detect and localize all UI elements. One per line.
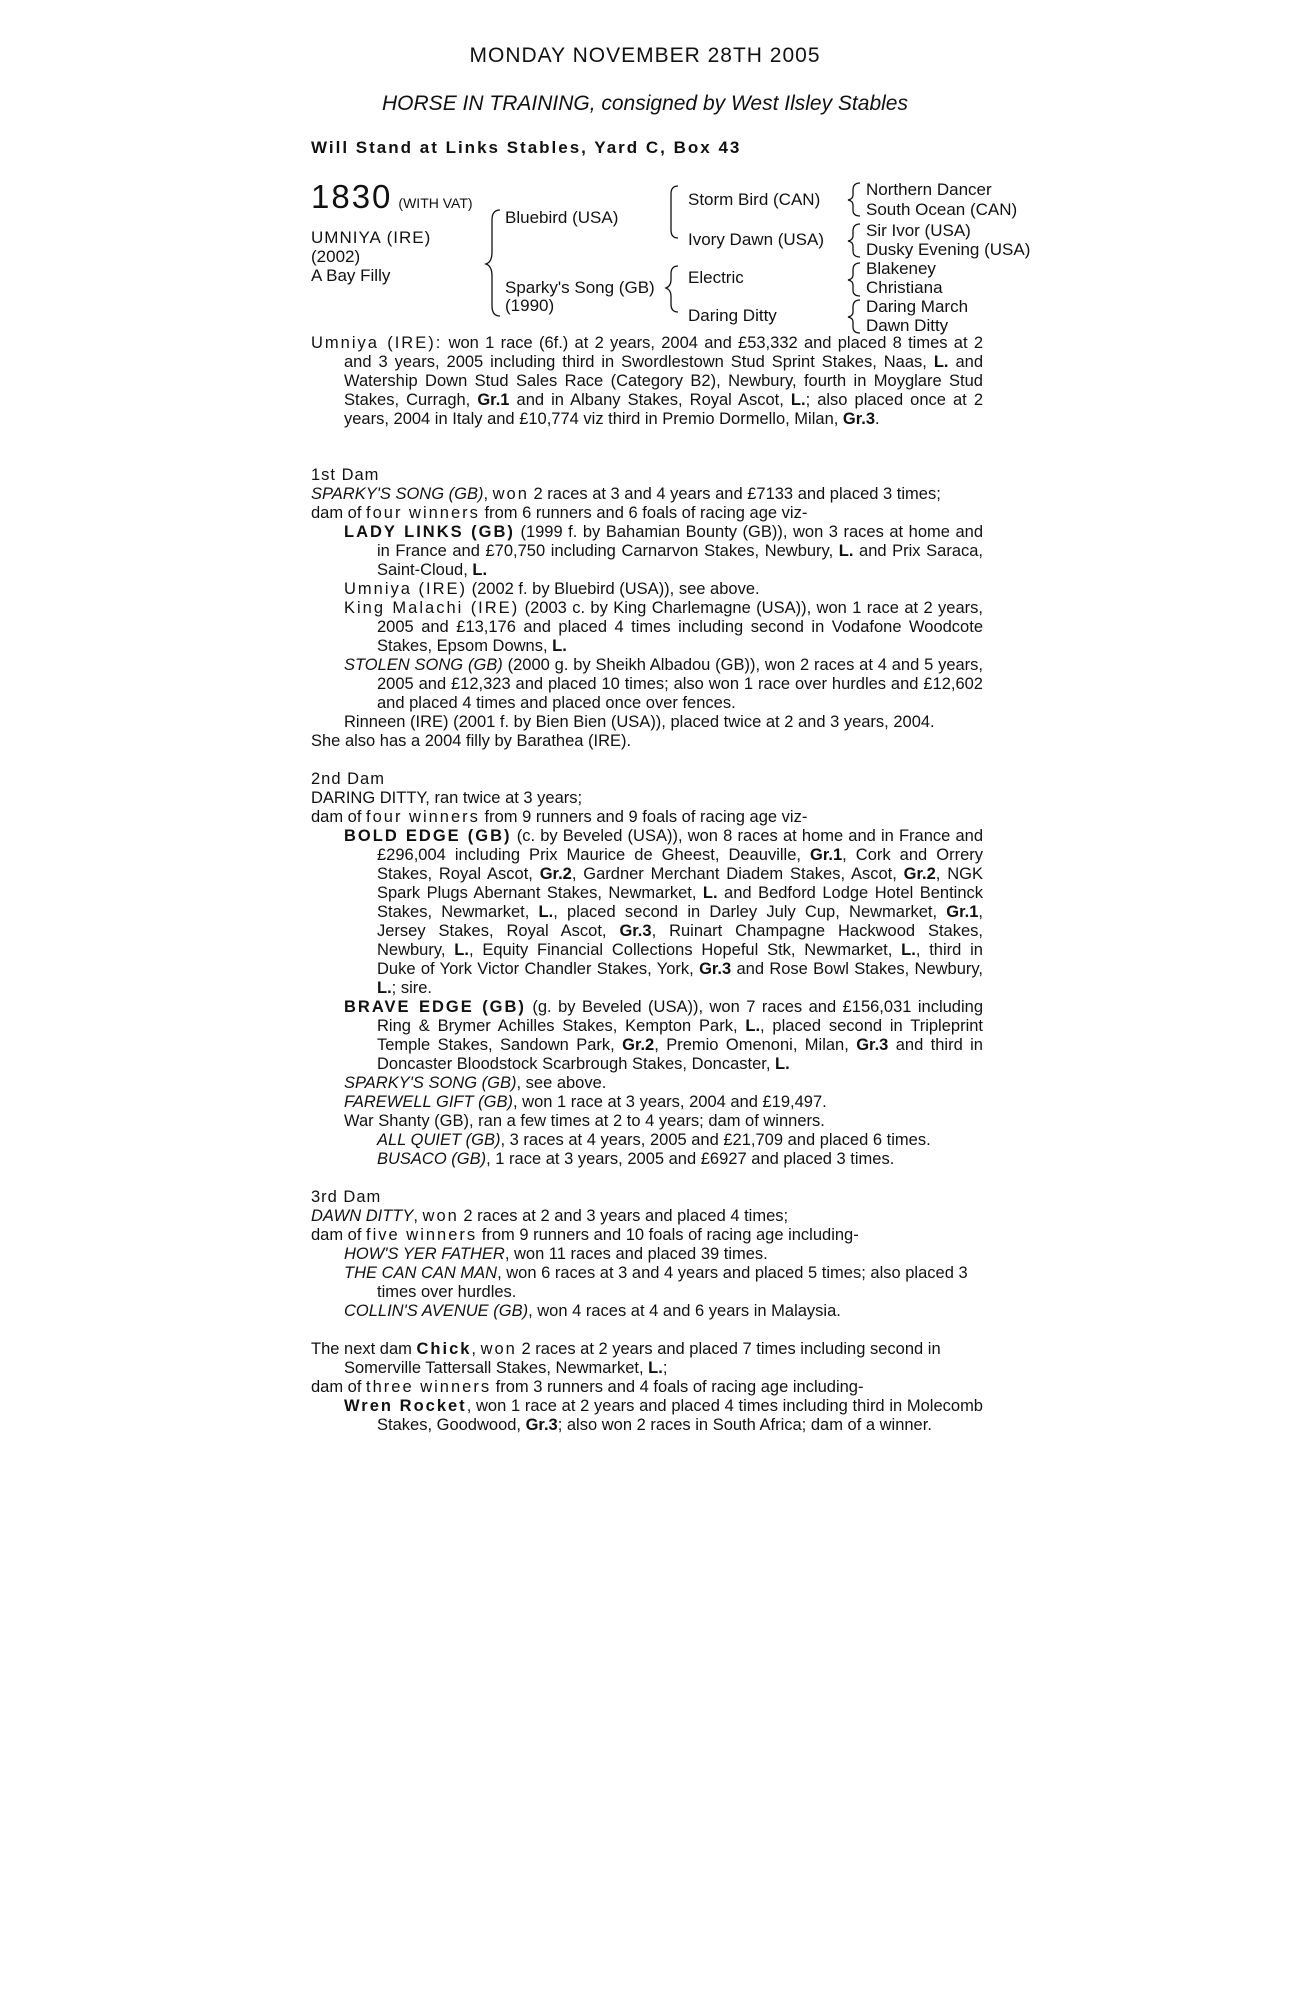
section-title: 3rd Dam: [311, 1188, 382, 1206]
second-dam-section: 2nd Dam DARING DITTY, ran twice at 3 years; dam of four winners from 9 runners and 9 foals of racing age viz- BOLD EDGE (GB) (c. by Beveled (USA)), won 8 races at home and in France and £296,004 including Prix Maurice de Gheest, Deauville, Gr.1, Cork and Orrery Stakes, Royal Ascot, Gr.2, Gardner Merchant Diadem Stakes, Ascot, Gr.2, NGK Spark Plugs Abernant Stakes, Newmarket, L. and Bedford Lodge Hotel Bentinck Stakes, Newmarket, L., placed second in Darley July Cup, Newmarket, Gr.1, Jersey Stakes, Royal Ascot, Gr.3, Ruinart Champagne Hackwood Stakes, Newbury, L., Equity Financial Collections Hopeful Stk, Newmarket, L., third in Duke of York Victor Chandler Stakes, York, Gr.3 and Rose Bowl Stakes, Newbury, L.; sire. BRAVE EDGE (GB) (g. by Beveled (USA)), won 7 races and £156,031 including Ring & Brymer Achilles Stakes, Kempton Park, L., placed second in Tripleprint Temple Stakes, Sandown Park, Gr.2, Premio Omenoni, Milan, Gr.3 and third in Doncaster Bloodstock Scarbrough Stakes, Doncaster, L. SPARKY'S SONG (GB), see above. FAREWELL GIFT (GB), won 1 race at 3 years, 2004 and £19,497. War Shanty (GB), ran a few times at 2 to 4 years; dam of winners. ALL QUIET (GB), 3 races at 4 years, 2005 and £21,709 and placed 6 times. BUSACO (GB), 1 race at 3 years, 2005 and £6927 and placed 3 times.: [311, 770, 984, 1168]
pedigree-ggp: South Ocean (CAN): [866, 200, 1018, 219]
vat-note: (WITH VAT): [398, 195, 473, 211]
pedigree-dam-year: (1990): [505, 296, 555, 315]
pedigree-ggp: Dusky Evening (USA): [866, 240, 1031, 259]
horse-year: (2002): [311, 247, 361, 266]
pedigree-sire-sire: Storm Bird (CAN): [688, 190, 821, 209]
pedigree-ggp: Daring March: [866, 297, 969, 316]
pedigree-ggp: Dawn Ditty: [866, 316, 949, 335]
pedigree-ggp: Northern Dancer: [866, 180, 992, 199]
horse-description: A Bay Filly: [311, 266, 391, 285]
pedigree-ggp: Christiana: [866, 278, 943, 297]
section-title: 1st Dam: [311, 466, 380, 484]
sale-date: MONDAY NOVEMBER 28TH 2005: [469, 44, 821, 67]
first-dam-section: 1st Dam SPARKY'S SONG (GB), won 2 races at 3 and 4 years and £7133 and placed 3 times; dam of four winners from 6 runners and 6 foals of racing age viz- LADY LINKS (GB) (1999 f. by Bahamian Bounty (GB)), won 3 races at home and in France and £70,750 including Carnarvon Stakes, Newbury, L. and Prix Saraca, Saint-Cloud, L. Umniya (IRE) (2002 f. by Bluebird (USA)), see above. King Malachi (IRE) (2003 c. by King Charlemagne (USA)), won 1 race at 2 years, 2005 and £13,176 and placed 4 times including second in Vodafone Woodcote Stakes, Epsom Downs, L. STOLEN SONG (GB) (2000 g. by Sheikh Albadou (GB)), won 2 races at 4 and 5 years, 2005 and £12,323 and placed 10 times; also won 1 race over hurdles and £12,602 and placed 4 times and placed once over fences. Rinneen (IRE) (2001 f. by Bien Bien (USA)), placed twice at 2 and 3 years, 2004. She also has a 2004 filly by Barathea (IRE).: [311, 466, 984, 750]
pedigree-ggp: Blakeney: [866, 259, 936, 278]
section-title: 2nd Dam: [311, 770, 385, 788]
pedigree-dam-dam: Daring Ditty: [688, 306, 777, 325]
race-record-summary: Umniya (IRE): won 1 race (6f.) at 2 years, 2004 and £53,332 and placed 8 times at 2 and 3 years, 2005 including third in Swordlestown Stud Sprint Stakes, Naas, L. and Watership Down Stud Sales Race (Category B2), Newbury, fourth in Moyglare Stud Stakes, Curragh, Gr.1 and in Albany Stakes, Royal Ascot, L.; also placed once at 2 years, 2004 in Italy and £10,774 viz third in Premio Dormello, Milan, Gr.3.: [311, 334, 984, 428]
pedigree-dam-sire: Electric: [688, 268, 744, 287]
stand-location: Will Stand at Links Stables, Yard C, Box 43: [311, 138, 742, 157]
lot-number: 1830: [311, 178, 393, 215]
pedigree-ggp: Sir Ivor (USA): [866, 221, 971, 240]
next-dam-section: The next dam Chick, won 2 races at 2 years and placed 7 times including second in Somerville Tattersall Stakes, Newmarket, L.; dam of three winners from 3 runners and 4 foals of racing age including- Wren Rocket, won 1 race at 2 years and placed 4 times including third in Molecomb Stakes, Goodwood, Gr.3; also won 2 races in South Africa; dam of a winner.: [311, 1340, 983, 1434]
pedigree-sire: Bluebird (USA): [505, 208, 619, 227]
pedigree-dam: Sparky's Song (GB): [505, 278, 655, 297]
third-dam-section: 3rd Dam DAWN DITTY, won 2 races at 2 and 3 years and placed 4 times; dam of five winners from 9 runners and 10 foals of racing age including- HOW'S YER FATHER, won 11 races and placed 39 times. THE CAN CAN MAN, won 6 races at 3 and 4 years and placed 5 times; also placed 3 times over hurdles. COLLIN'S AVENUE (GB), won 4 races at 4 and 6 years in Malaysia.: [311, 1188, 983, 1321]
lot-heading: HORSE IN TRAINING, consigned by West Ilsley Stables: [382, 92, 908, 115]
pedigree-sire-dam: Ivory Dawn (USA): [688, 230, 825, 249]
summary-horse-name: Umniya (IRE):: [311, 334, 443, 352]
horse-name: UMNIYA (IRE): [311, 228, 432, 247]
